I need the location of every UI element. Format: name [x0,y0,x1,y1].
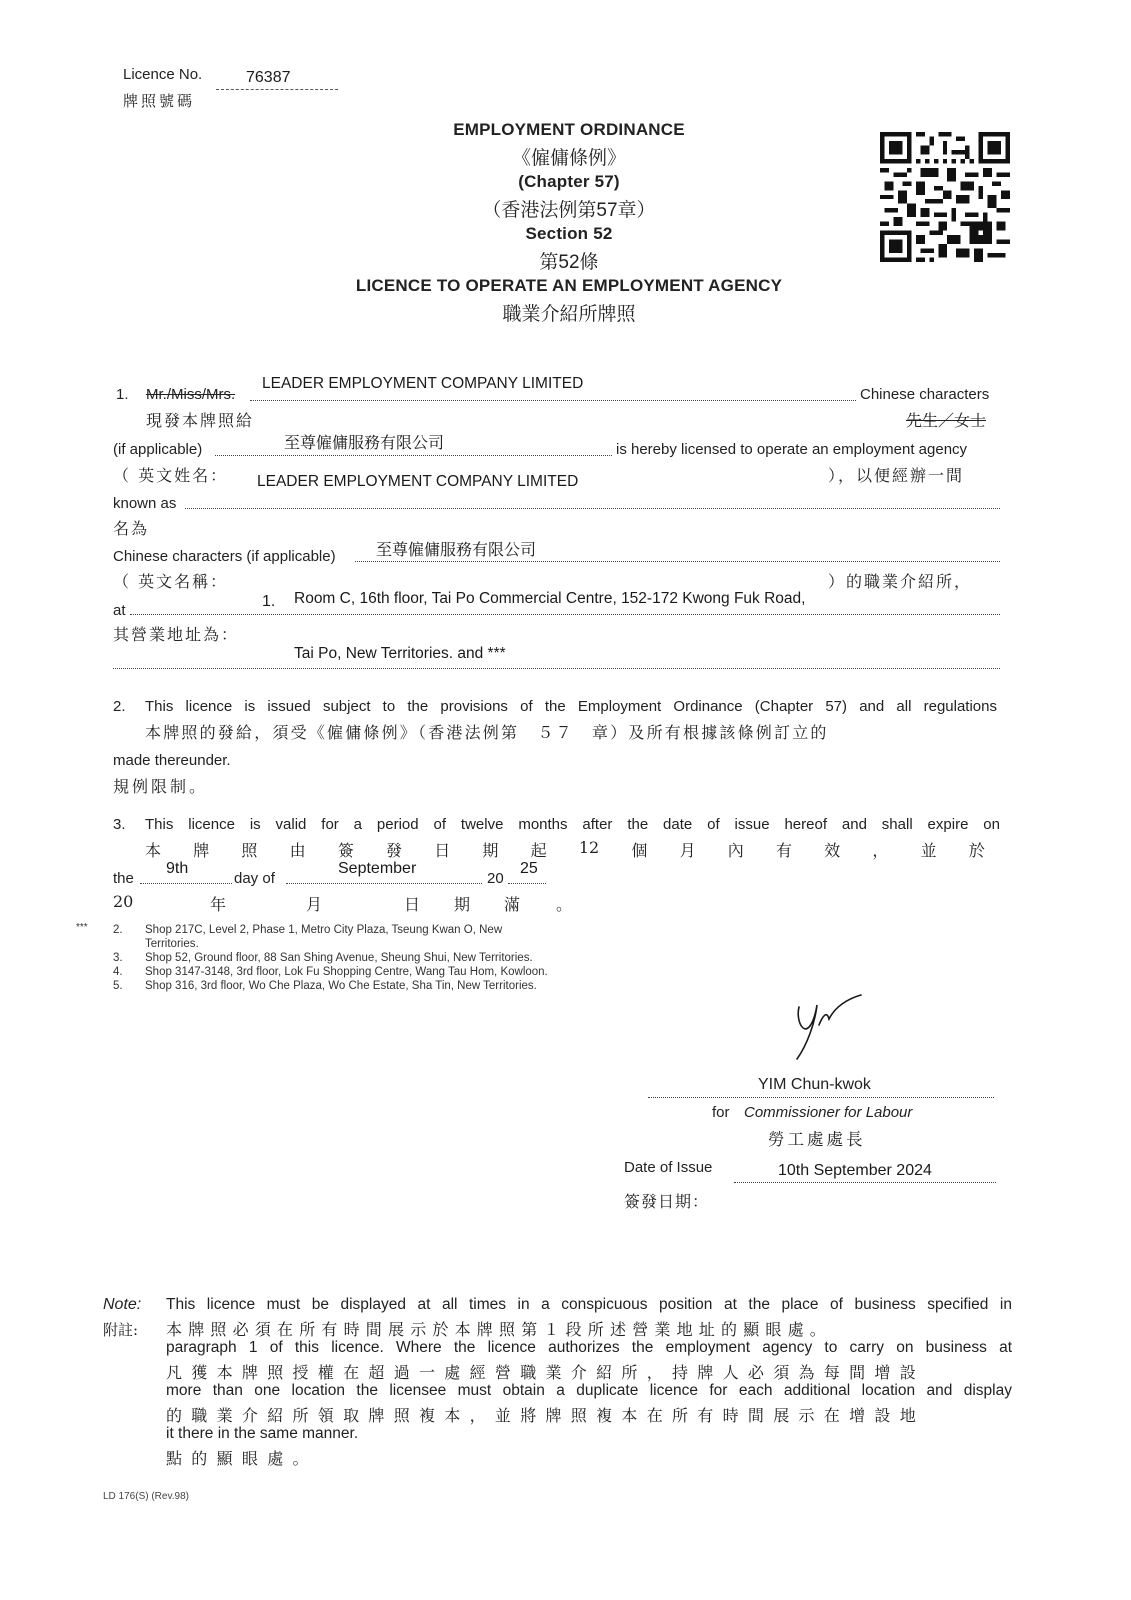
at-label: at [113,602,126,619]
zh-char: 牌 [193,841,210,860]
para3-number: 3. [113,816,126,833]
date-of-issue-label-zh: 簽發日期： [624,1192,710,1211]
address-number: 1. [262,593,276,610]
address-item: Shop 217C, Level 2, Phase 1, Metro City Plaza, Tseung Kwan O, New [145,924,503,936]
form-code: LD 176(S) (Rev.98) [103,1491,189,1502]
if-applicable-label: (if applicable) [113,441,203,458]
chapter-title-zh: （香港法例第57章） [482,200,656,221]
licence-title: LICENCE TO OPERATE AN EMPLOYMENT AGENCY [355,276,783,295]
note-line-zh: 點的顯眼處。 [166,1449,318,1468]
zh-char: 日 [434,841,451,860]
for-label: for [712,1104,730,1121]
note-line-zh: 本牌照必須在所有時間展示於本牌照第１段所述營業地址的顯眼處。 [166,1320,833,1339]
note-line-zh: 的職業介紹所領取牌照複本，並將牌照複本在所有時間展示在增設地 [166,1406,926,1425]
signatory-title-zh: 勞工處處長 [768,1130,866,1149]
day-of-label: day of [234,870,275,887]
issue-zh: 現發本牌照給 [146,411,255,430]
zh-char: 期 [482,841,499,860]
eng-title-zh: （ 英文名稱： [113,572,229,591]
agency-name-en: LEADER EMPLOYMENT COMPANY LIMITED [257,473,579,490]
para3-line1: This licence is valid for a period of twelve months after the date of issue hereof and shall expire on [145,816,1000,833]
expiry-year: 25 [520,860,538,877]
agency-name-zh: 至尊僱傭服務有限公司 [376,542,537,559]
para2-line2-zh: 規例限制。 [113,777,209,796]
licensee-name-zh: 至尊僱傭服務有限公司 [284,435,445,452]
note-line: paragraph 1 of this licence. Where the licence authorizes the employment agency to carry on business at [166,1339,1012,1356]
licence-no-label: Licence No. [123,66,203,83]
address-line2: Tai Po, New Territories. and *** [294,645,506,662]
zh-char: 滿 [504,895,521,914]
line-known-as [185,508,1000,509]
signatory-title: Commissioner for Labour [744,1104,913,1121]
note-label: Note: [103,1296,142,1313]
note-line: This licence must be displayed at all times in a conspicuous position at the place of business specified in [166,1296,1012,1313]
address-item-num: 3. [113,952,123,964]
date-of-issue-label: Date of Issue [624,1159,713,1176]
zh-char: 發 [386,841,403,860]
zh-char: 照 [241,841,258,860]
zh-char: ， [872,841,889,860]
signature-image [785,985,870,1065]
para2-number: 2. [113,698,126,715]
chinese-if-applicable-label: Chinese characters (if applicable) [113,548,336,565]
para3-line1-zh [145,838,985,861]
named-zh: 名為 [113,519,150,538]
note-label-zh: 附註: [103,1321,139,1339]
zh-char: 月 [679,841,696,860]
para2-line1-zh: 本牌照的發給，須受《僱傭條例》（香港法例第 ５７ 章）及所有根據該條例訂立的 [145,723,829,742]
zh-char: 期 [454,895,471,914]
zh-char: 20 [113,892,134,911]
prefix-struck: Mr./Miss/Mrs. [146,386,236,403]
note-line-zh: 凡獲本牌照授權在超過一處經營職業介紹所，持牌人必須為每間增設 [166,1363,926,1382]
expiry-day: 9th [166,860,189,877]
licence-no-line [216,89,338,90]
address-line1: Room C, 16th floor, Tai Po Commercial Centre, 152-172 Kwong Fuk Road, [294,590,806,607]
section-title: Section 52 [525,224,613,243]
expiry-month: September [338,860,417,877]
ordinance-title: EMPLOYMENT ORDINANCE [453,120,685,139]
licence-title-zh: 職業介紹所牌照 [502,304,636,325]
licence-no-value: 76387 [246,69,291,86]
zh-char: 簽 [337,841,354,860]
zh-char: 月 [306,895,323,914]
zh-char: 效 [824,841,841,860]
signatory-name: YIM Chun-kwok [758,1076,871,1093]
licensed-text: is hereby licensed to operate an employment agency [616,441,968,458]
para1-number: 1. [116,386,129,403]
qr-code-icon [880,132,1010,262]
address-item-num: 5. [113,980,123,992]
line-month [286,883,482,884]
zh-char: 有 [775,841,792,860]
zh-char: 個 [631,841,648,860]
section-title-zh: 第52條 [539,252,599,273]
known-as-label: known as [113,495,177,512]
address-item: Shop 52, Ground floor, 88 San Shing Avenue, Sheung Shui, New Territories. [145,952,533,964]
line-address2 [113,668,1000,669]
para2-line1: This licence is issued subject to the provisions of the Employment Ordinance (Chapter 57) and all regulations [145,698,997,715]
the-label: the [113,870,134,887]
year-prefix: 20 [487,870,504,887]
licence-no-label-zh: 牌照號碼 [123,92,196,110]
address-label-zh: 其營業地址為： [113,625,240,644]
line-date [734,1182,996,1183]
address-item: Shop 3147-3148, 3rd floor, Lok Fu Shopping Centre, Wang Tau Hom, Kowloon. [145,966,548,978]
chapter-title: (Chapter 57) [518,172,620,191]
address-item-num: 2. [113,924,123,936]
address-item: Shop 316, 3rd floor, Wo Che Plaza, Wo Che Estate, Sha Tin, New Territories. [145,980,537,992]
line-day [140,883,232,884]
para2-line2: made thereunder. [113,752,231,769]
note-line: more than one location the licensee must obtain a duplicate licence for each additional location and display [166,1382,1012,1399]
eng-name-zh: （ 英文姓名： [113,466,229,485]
line-address1 [130,614,1000,615]
zh-char: 本 [145,841,162,860]
zh-char: 日 [404,895,421,914]
zh-char: 。 [556,895,573,914]
date-of-issue-value: 10th September 2024 [778,1162,932,1179]
line-licensee [250,400,856,401]
line-licensee-zh [215,455,612,456]
line-agency-zh [355,561,1000,562]
title-zh: 先生／女士 [906,411,987,430]
ordinance-title-zh: 《僱傭條例》 [511,147,626,169]
zh-char: 年 [210,895,227,914]
zh-char: 起 [530,841,547,860]
zh-char: 並 [920,841,937,860]
line-year [508,883,546,884]
chinese-characters-label: Chinese characters [860,386,990,403]
addresses-marker: *** [76,922,88,933]
licensee-name-en: LEADER EMPLOYMENT COMPANY LIMITED [262,375,584,392]
operate-zh: ），以便經辦一間 [828,466,965,485]
address-item-num: 4. [113,966,123,978]
zh-char: 12 [578,838,600,857]
line-signatory [648,1097,994,1098]
address-item-cont: Territories. [145,938,199,950]
zh-char: 內 [727,841,744,860]
zh-char: 由 [289,841,306,860]
note-line: it there in the same manner. [166,1425,359,1442]
zh-char: 於 [968,841,985,860]
agency-zh: ）的職業介紹所， [828,572,973,591]
